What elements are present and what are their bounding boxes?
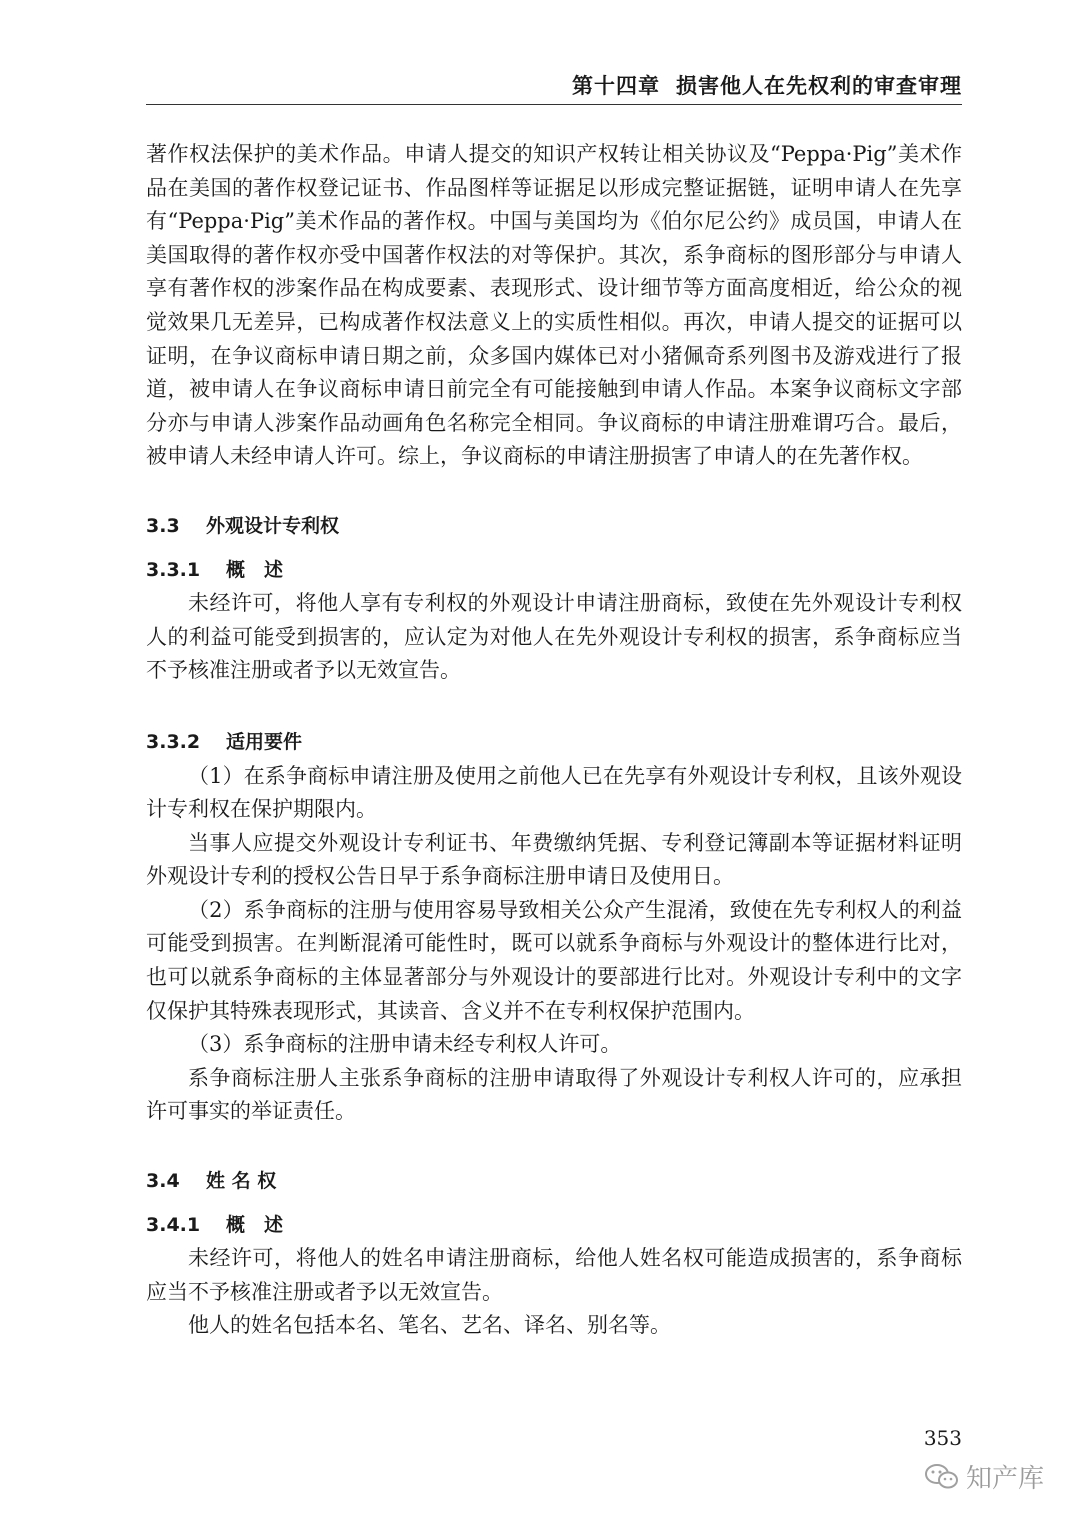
subsection-number: 3.3.2: [146, 730, 201, 753]
paragraph-evidence: 当事人应提交外观设计专利证书、年费缴纳凭据、专利登记簿副本等证据材料证明外观设计专利的授权公告日早于系争商标注册申请日及使用日。: [146, 830, 962, 889]
section-title: 外观设计专利权: [206, 514, 340, 537]
paragraph-name-types: 他人的姓名包括本名、笔名、艺名、译名、别名等。: [188, 1313, 671, 1338]
section-number: 3.4: [146, 1170, 180, 1193]
paragraph-copyright-case: 著作权法保护的美术作品。申请人提交的知识产权转让相关协议及“Peppa·Pig”美术作品在美国的著作权登记证书、作品图样等证据足以形成完整证据链，证明申请人在先享有“Peppa·Pig”美术作品的著作权。中国与美国均为《伯尔尼公约》成员国，申请人在美国取得的著作权亦受中国著作权法的对等保护。其次，系争商标的图形部分与申请人享有著作权的涉案作品在构成要素、表现形式、设计细节等方面高度相近，给公众的视觉效果几无差异，已构成著作权法意义上的实质性相似。再次，申请人提交的证据可以证明，在争议商标申请日期之前，众多国内媒体已对小猪佩奇系列图书及游戏进行了报道，被申请人在争议商标申请日前完全有可能接触到申请人作品。本案争议商标文字部分亦与申请人涉案作品动画角色名称完全相同。争议商标的申请注册难谓巧合。最后，被申请人未经申请人许可。综上，争议商标的申请注册损害了申请人的在先著作权。: [146, 142, 962, 469]
subsection-number: 3.4.1: [146, 1213, 201, 1236]
subsection-heading-requirements: [146, 726, 962, 760]
paragraph-requirement-1: （1）在系争商标申请注册及使用之前他人已在先享有外观设计专利权，且该外观设计专利权在保护期限内。: [146, 763, 962, 822]
subsection-heading-overview: [146, 554, 962, 588]
chapter-label: 第十四章: [572, 73, 660, 98]
subsection-title: 适用要件: [226, 730, 303, 753]
paragraph-design-overview: 未经许可，将他人享有专利权的外观设计申请注册商标，致使在先外观设计专利权人的利益可能受到损害的，应认定为对他人在先外观设计专利权的损害，系争商标应当不予核准注册或者予以无效宣告。: [146, 591, 962, 683]
paragraph-name-overview: 未经许可，将他人的姓名申请注册商标，给他人姓名权可能造成损害的，系争商标应当不予核准注册或者予以无效宣告。: [146, 1246, 962, 1304]
page-content: [146, 138, 962, 1343]
section-title: 姓 名 权: [206, 1170, 277, 1193]
page-number: 353: [923, 1426, 962, 1450]
wechat-icon: [924, 1462, 960, 1492]
section-heading-name-right: [146, 1165, 962, 1199]
subsection-number: 3.3.1: [146, 558, 201, 581]
paragraph-requirement-3: （3）系争商标的注册申请未经专利权人许可。: [188, 1032, 622, 1057]
watermark-text: 知产库: [965, 1464, 1044, 1494]
subsection-title: 概 述: [226, 558, 284, 581]
subsection-title: 概 述: [226, 1213, 284, 1236]
running-header: [146, 70, 962, 105]
chapter-title: 损害他人在先权利的审查审理: [676, 73, 962, 98]
paragraph-burden-of-proof: 系争商标注册人主张系争商标的注册申请取得了外观设计专利权人许可的，应承担许可事实的举证责任。: [146, 1065, 962, 1124]
subsection-heading-overview-2: [146, 1209, 962, 1243]
section-number: 3.3: [146, 514, 180, 537]
paragraph-requirement-2: （2）系争商标的注册与使用容易导致相关公众产生混淆，致使在先专利权人的利益可能受到损害。在判断混淆可能性时，既可以就系争商标与外观设计的整体进行比对，也可以就系争商标的主体显著部分与外观设计的要部进行比对。外观设计专利中的文字仅保护其特殊表现形式，其读音、含义并不在专利权保护范围内。: [146, 897, 962, 1023]
section-heading-design-patent: [146, 510, 962, 544]
watermark: [924, 1458, 1044, 1495]
